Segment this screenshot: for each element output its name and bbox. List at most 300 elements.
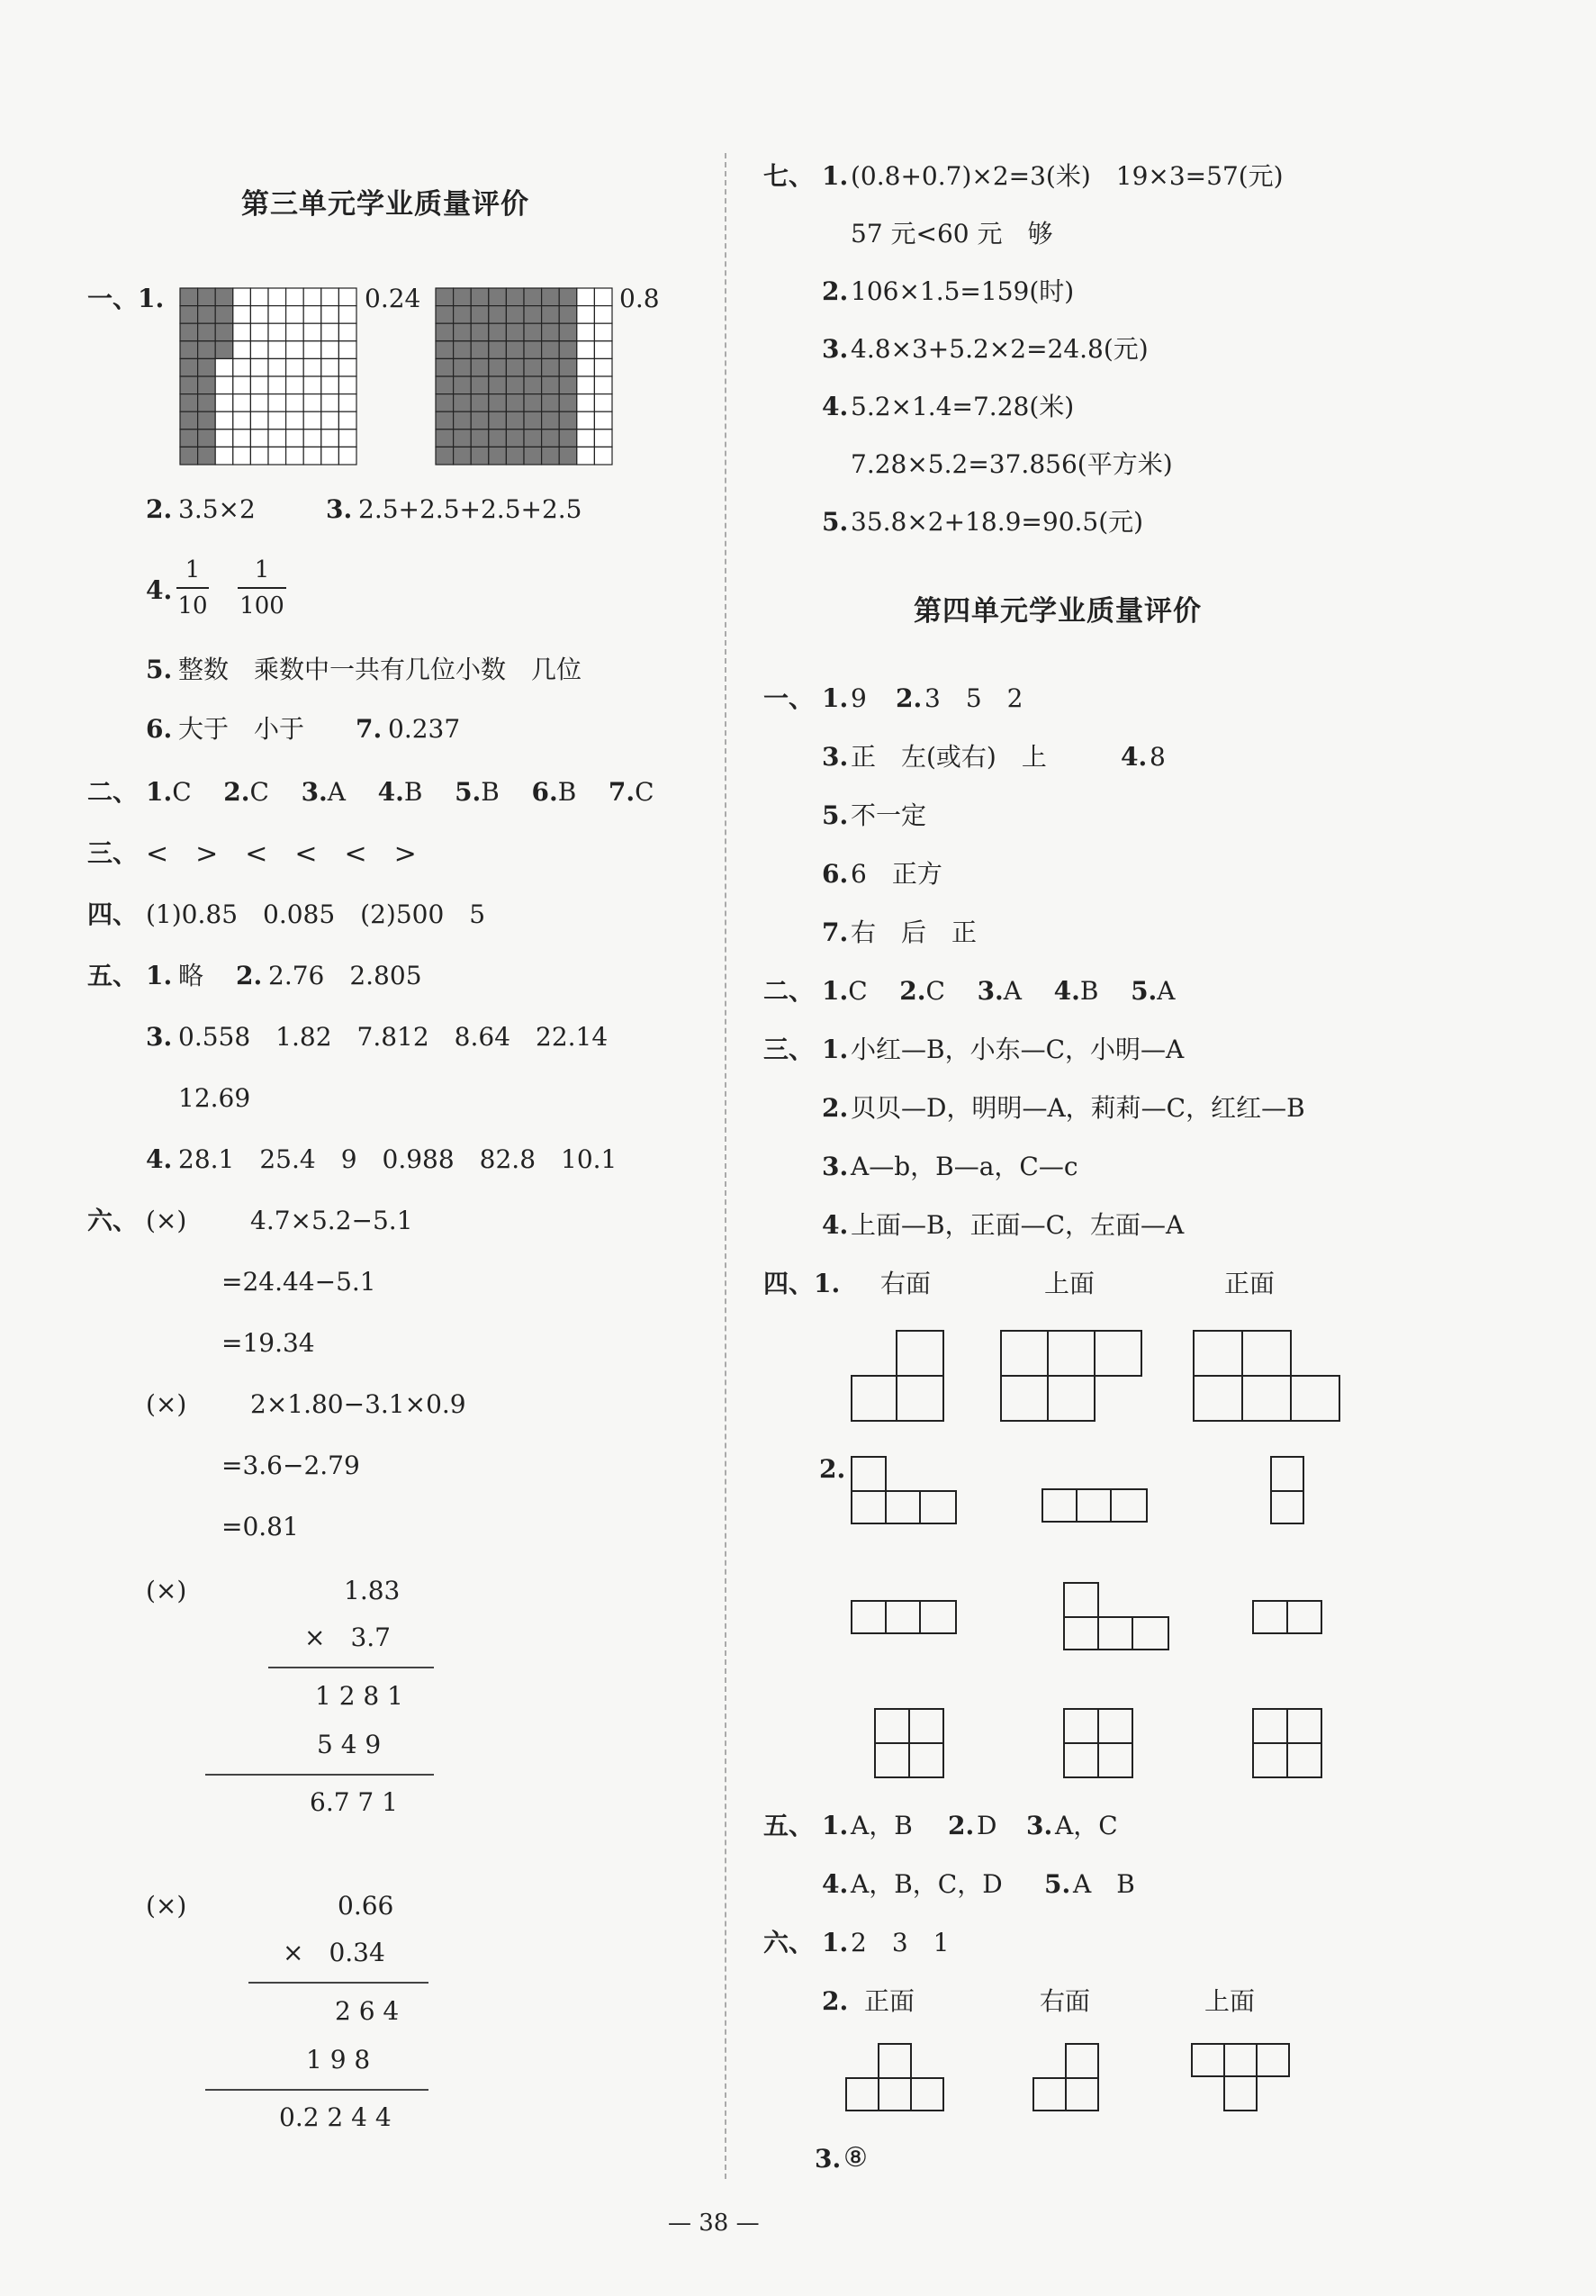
grid-cell [215,288,233,306]
grid-cell [338,429,356,447]
u4-q2-shape-4 [850,1599,960,1637]
u1-q7-label: 7. [822,917,849,947]
grid-cell [250,411,268,429]
s6-label: 六、 [87,1206,139,1235]
s2-answers [146,777,654,807]
grid-cell [559,376,577,394]
c4-rule-2 [205,2089,428,2091]
grid-cell [233,447,251,465]
u2-q1: 1. [822,976,849,1006]
q7-answer: 0.237 [388,714,461,744]
u2-a1: C [848,976,868,1006]
grid1-value: 0.24 [365,284,421,313]
grid-cell [594,341,612,359]
u4-q2-shape-5 [1062,1581,1172,1653]
grid-cell [542,306,560,324]
grid-cell [471,358,489,376]
u4-q2-shape-6 [1251,1599,1325,1637]
c3-product: 6.7 7 1 [310,1787,398,1817]
grid-cell [454,394,472,412]
unit3-title: 第三单元学业质量评价 [241,188,529,221]
u4-q2-shape-9 [1251,1707,1325,1781]
grid-cell [489,429,507,447]
s7-q5-label: 5. [822,507,849,537]
u5-q3-label: 3. [1026,1811,1053,1840]
u4-header-front: 正面 [1224,1269,1276,1298]
grid-cell [180,376,198,394]
grid-cell [180,306,198,324]
grid-cell [198,429,216,447]
grid-cell [436,411,454,429]
grid-cell [338,288,356,306]
grid-cell [215,429,233,447]
c4-partial-2: 1 9 8 [306,2045,371,2075]
grid-cell [303,447,321,465]
s7-q4-answer-cont: 7.28×5.2=37.856(平方米) [851,449,1173,479]
grid-cell [454,411,472,429]
grid-cell [436,376,454,394]
u3-q1-answer: 小红—B，小东—C，小明—A [851,1035,1185,1064]
grid-cell [577,323,595,341]
grid-cell [542,341,560,359]
grid-cell [303,394,321,412]
s7-q3-label: 3. [822,334,849,364]
s7-q1-label: 1. [822,161,849,191]
s2-q1: 1. [146,777,173,807]
c4-multiplier: × 0.34 [283,1938,385,1967]
grid-cell [321,306,339,324]
grid-cell [542,447,560,465]
grid-cell [506,394,524,412]
grid-cell [559,394,577,412]
c2-line3: =0.81 [221,1512,299,1541]
fraction-1-100 [238,558,286,618]
c3-partial-1: 1 2 8 1 [315,1681,403,1711]
c1-mark: (×) [146,1206,187,1235]
grid-cell [180,341,198,359]
s7-q2-label: 2. [822,276,849,306]
grid-cell [321,323,339,341]
grid-cell [436,394,454,412]
s4-answers: (1)0.85 0.085 (2)500 5 [146,899,486,929]
grid-cell [303,429,321,447]
grid-cell [338,341,356,359]
grid-cell [454,288,472,306]
grid-cell [303,341,321,359]
grid-cell [489,341,507,359]
grid-cell [233,376,251,394]
grid-cell [321,411,339,429]
grid-cell [338,447,356,465]
q4-label: 4. [146,575,173,605]
grid-cell [471,341,489,359]
grid-cell [233,394,251,412]
grid-cell [180,358,198,376]
s3-answers: < > < < < > [146,838,417,870]
grid-cell [577,358,595,376]
u4-q2-shape-8 [1062,1707,1136,1781]
s7-q1-answer-cont: 57 元<60 元 够 [851,219,1053,249]
c4-multiplicand: 0.66 [338,1891,394,1921]
grid-cell [594,411,612,429]
grid-cell [198,411,216,429]
grid-cell [542,358,560,376]
grid-cell [559,288,577,306]
u1-q3-label: 3. [822,742,849,772]
grid2-value: 0.8 [619,284,660,313]
u5-q5-answer: A B [1073,1869,1135,1899]
grid-cell [268,323,286,341]
grid-cell [268,358,286,376]
u2-a2: C [925,976,945,1006]
grid-cell [321,358,339,376]
u1-q5-answer: 不一定 [851,800,927,830]
u1-label: 一、 [763,683,815,713]
grid-cell [454,306,472,324]
grid-cell [454,447,472,465]
grid-cell [471,429,489,447]
grid-cell [577,288,595,306]
grid-cell [577,411,595,429]
grid-cell [338,323,356,341]
c3-multiplier: × 3.7 [304,1623,391,1652]
grid-cell [321,447,339,465]
grid-cell [489,447,507,465]
grid-cell [250,306,268,324]
u4-label: 四、1. [763,1269,841,1298]
grid-cell [321,341,339,359]
u6-header-front: 正面 [864,1986,915,2016]
grid-cell [471,394,489,412]
grid-cell [215,341,233,359]
u6-q3-label: 3. [815,2144,842,2174]
grid-cell [198,394,216,412]
u6-q3-answer: ⑧ [843,2142,868,2174]
grid-cell [436,341,454,359]
u3-q4-label: 4. [822,1210,849,1240]
grid-cell [215,323,233,341]
grid-cell [268,288,286,306]
grid-cell [559,447,577,465]
grid-cell [286,376,304,394]
grid-cell [303,323,321,341]
u2-label: 二、 [763,976,815,1006]
u3-q1-label: 1. [822,1035,849,1064]
u2-q4: 4. [1053,976,1080,1006]
u3-q3-label: 3. [822,1152,849,1181]
grid-cell [524,341,542,359]
u4-q2-shape-3 [1269,1455,1307,1527]
grid-cell [577,376,595,394]
grid-cell [233,323,251,341]
s2-a6: B [557,777,577,807]
u5-q5-label: 5. [1044,1869,1071,1899]
u4-view-top [999,1329,1147,1424]
grid-cell [542,288,560,306]
grid-cell [180,394,198,412]
grid-cell [250,358,268,376]
c3-multiplicand: 1.83 [344,1576,401,1605]
s7-q4-label: 4. [822,392,849,421]
grid-cell [506,288,524,306]
grid-cell [338,376,356,394]
c1-line3: =19.34 [221,1328,315,1358]
s7-q1-answer: (0.8+0.7)×2=3(米) 19×3=57(元) [851,161,1284,191]
u1-q4-label: 4. [1121,742,1148,772]
grid-cell [233,358,251,376]
grid-cell [454,358,472,376]
u1-q1-label: 1. [822,683,849,713]
grid-cell [215,447,233,465]
u2-q5: 5. [1131,976,1158,1006]
s2-q2: 2. [223,777,250,807]
grid-cell [559,358,577,376]
grid-cell [489,288,507,306]
grid-cell [215,394,233,412]
grid-cell [471,411,489,429]
q5-answer: 整数 乘数中一共有几位小数 几位 [178,655,582,684]
s5-q3-answer-cont: 12.69 [178,1083,251,1113]
s7-q2-answer: 106×1.5=159(时) [851,276,1075,306]
s2-a5: B [481,777,500,807]
grid-cell [524,447,542,465]
s2-q5: 5. [455,777,482,807]
grid-cell [436,288,454,306]
u4-q2-label: 2. [819,1454,846,1484]
s2-a7: C [635,777,654,807]
c4-rule-1 [248,1982,428,1984]
u6-view-top [1190,2042,1293,2114]
q6-label: 6. [146,714,173,744]
s5-q3-answer: 0.558 1.82 7.812 8.64 22.14 [178,1022,609,1052]
grid-cell [338,411,356,429]
s3-label: 三、 [87,838,139,868]
u3-label: 三、 [763,1035,815,1064]
grid-cell [542,394,560,412]
grid-cell [233,429,251,447]
grid-cell [286,341,304,359]
s5-q4-label: 4. [146,1144,173,1174]
grid-cell [524,288,542,306]
grid-cell [215,376,233,394]
u6-view-right [1032,2042,1102,2114]
u2-a5: A [1157,976,1176,1006]
grid-cell [198,358,216,376]
c2-line2: =3.6−2.79 [221,1451,360,1480]
grid-cell [489,323,507,341]
c1-line2: =24.44−5.1 [221,1267,376,1297]
grid-cell [524,376,542,394]
grid-cell [286,323,304,341]
grid-cell [250,341,268,359]
u4-q2-shape-1 [850,1455,960,1527]
u4-q2-shape-2 [1041,1487,1150,1525]
grid-cell [542,429,560,447]
u5-q4-answer: A，B，C，D [851,1869,1003,1899]
u1-q6-label: 6. [822,859,849,889]
u1-q2-label: 2. [896,683,923,713]
u5-q3-answer: A，C [1055,1811,1118,1840]
s2-a3: A [327,777,347,807]
grid-cell [268,376,286,394]
u2-answers [822,976,1176,1006]
grid-cell [436,306,454,324]
grid-cell [250,394,268,412]
grid-cell [489,394,507,412]
s5-q4-answer: 28.1 25.4 9 0.988 82.8 10.1 [178,1144,618,1174]
grid-cell [542,323,560,341]
u1-q1-answer: 9 [851,683,867,713]
u4-header-top: 上面 [1044,1269,1096,1298]
frac2-num: 1 [254,556,270,583]
grid-cell [250,429,268,447]
grid-cell [559,411,577,429]
u6-header-right: 右面 [1040,1986,1091,2016]
grid-cell [321,376,339,394]
grid-cell [542,376,560,394]
grid-cell [321,429,339,447]
grid-cell [250,447,268,465]
u2-a4: B [1079,976,1099,1006]
u6-q2-label: 2. [822,1986,849,2016]
grid-cell [436,323,454,341]
s4-label: 四、 [87,899,139,929]
grid-cell [594,447,612,465]
grid-cell [180,323,198,341]
grid-cell [286,306,304,324]
c3-partial-2: 5 4 9 [317,1730,382,1759]
u1-q3-answer: 正 左(或右) 上 [851,742,1047,772]
grid-cell [303,411,321,429]
u5-q2-label: 2. [948,1811,975,1840]
column-divider [725,153,726,2179]
grid-cell [577,341,595,359]
grid-cell [577,429,595,447]
grid-cell [286,429,304,447]
grid-cell [268,447,286,465]
grid-cell [250,323,268,341]
c2-line1: 2×1.80−3.1×0.9 [250,1389,466,1419]
u6-label: 六、 [763,1928,815,1957]
grid-cell [454,341,472,359]
u6-header-top: 上面 [1204,1986,1256,2016]
grid-cell [524,358,542,376]
hundred-grid-0-8 [434,286,614,466]
grid-cell [268,429,286,447]
u1-q4-answer: 8 [1150,742,1166,772]
s2-q4: 4. [377,777,404,807]
u5-q2-answer: D [977,1811,997,1840]
grid-cell [436,429,454,447]
grid-cell [559,341,577,359]
grid-cell [594,358,612,376]
q2-answer: 3.5×2 [178,494,256,524]
u6-q1-label: 1. [822,1928,849,1957]
s7-q4-answer: 5.2×1.4=7.28(米) [851,392,1075,421]
s5-q3-label: 3. [146,1022,173,1052]
u1-q5-label: 5. [822,800,849,830]
grid-cell [489,358,507,376]
s7-q3-answer: 4.8×3+5.2×2=24.8(元) [851,334,1149,364]
frac1-den: 10 [177,592,208,619]
s2-a1: C [172,777,192,807]
grid-cell [471,447,489,465]
grid-cell [594,288,612,306]
grid-cell [559,306,577,324]
grid-cell [506,341,524,359]
s2-q6: 6. [531,777,558,807]
grid-cell [471,376,489,394]
q6-answer: 大于 小于 [178,714,305,744]
grid-cell [180,429,198,447]
grid-cell [471,288,489,306]
u4-view-front [1192,1329,1341,1424]
u4-q2-shape-7 [873,1707,947,1781]
grid-cell [338,394,356,412]
grid-cell [524,429,542,447]
grid-cell [215,411,233,429]
s5-q2-label: 2. [236,961,263,990]
grid-cell [180,447,198,465]
s5-q1-answer: 略 [178,961,204,990]
grid-cell [454,376,472,394]
u2-q3: 3. [977,976,1004,1006]
s5-label: 五、 [87,961,139,990]
grid-cell [198,306,216,324]
grid-cell [180,288,198,306]
grid-cell [577,306,595,324]
s7-label: 七、 [763,161,815,191]
grid-cell [559,323,577,341]
grid-cell [268,394,286,412]
grid-cell [268,341,286,359]
u4-header-right: 右面 [880,1269,932,1298]
grid-cell [338,358,356,376]
frac2-den: 100 [239,592,284,619]
s2-label: 二、 [87,777,139,807]
s2-a4: B [403,777,423,807]
grid-cell [233,306,251,324]
grid-cell [250,288,268,306]
grid-cell [506,376,524,394]
fraction-1-10 [176,558,209,618]
q7-label: 7. [356,714,383,744]
c1-line1: 4.7×5.2−5.1 [250,1206,413,1235]
c4-product: 0.2 2 4 4 [279,2102,392,2132]
u1-q2-answer: 3 5 2 [924,683,1023,713]
grid-cell [198,376,216,394]
q2-label: 2. [146,494,173,524]
grid-cell [436,358,454,376]
grid-cell [180,411,198,429]
q5-label: 5. [146,655,173,684]
grid-cell [215,306,233,324]
grid-cell [198,288,216,306]
grid-cell [303,306,321,324]
grid-cell [471,323,489,341]
grid-cell [286,411,304,429]
u6-q1-answer: 2 3 1 [851,1928,950,1957]
grid-cell [286,394,304,412]
grid-cell [303,358,321,376]
grid-cell [577,394,595,412]
grid-cell [489,411,507,429]
grid-cell [338,306,356,324]
s2-q7: 7. [608,777,636,807]
grid-cell [594,429,612,447]
grid-cell [489,306,507,324]
c4-mark: (×) [146,1891,187,1921]
